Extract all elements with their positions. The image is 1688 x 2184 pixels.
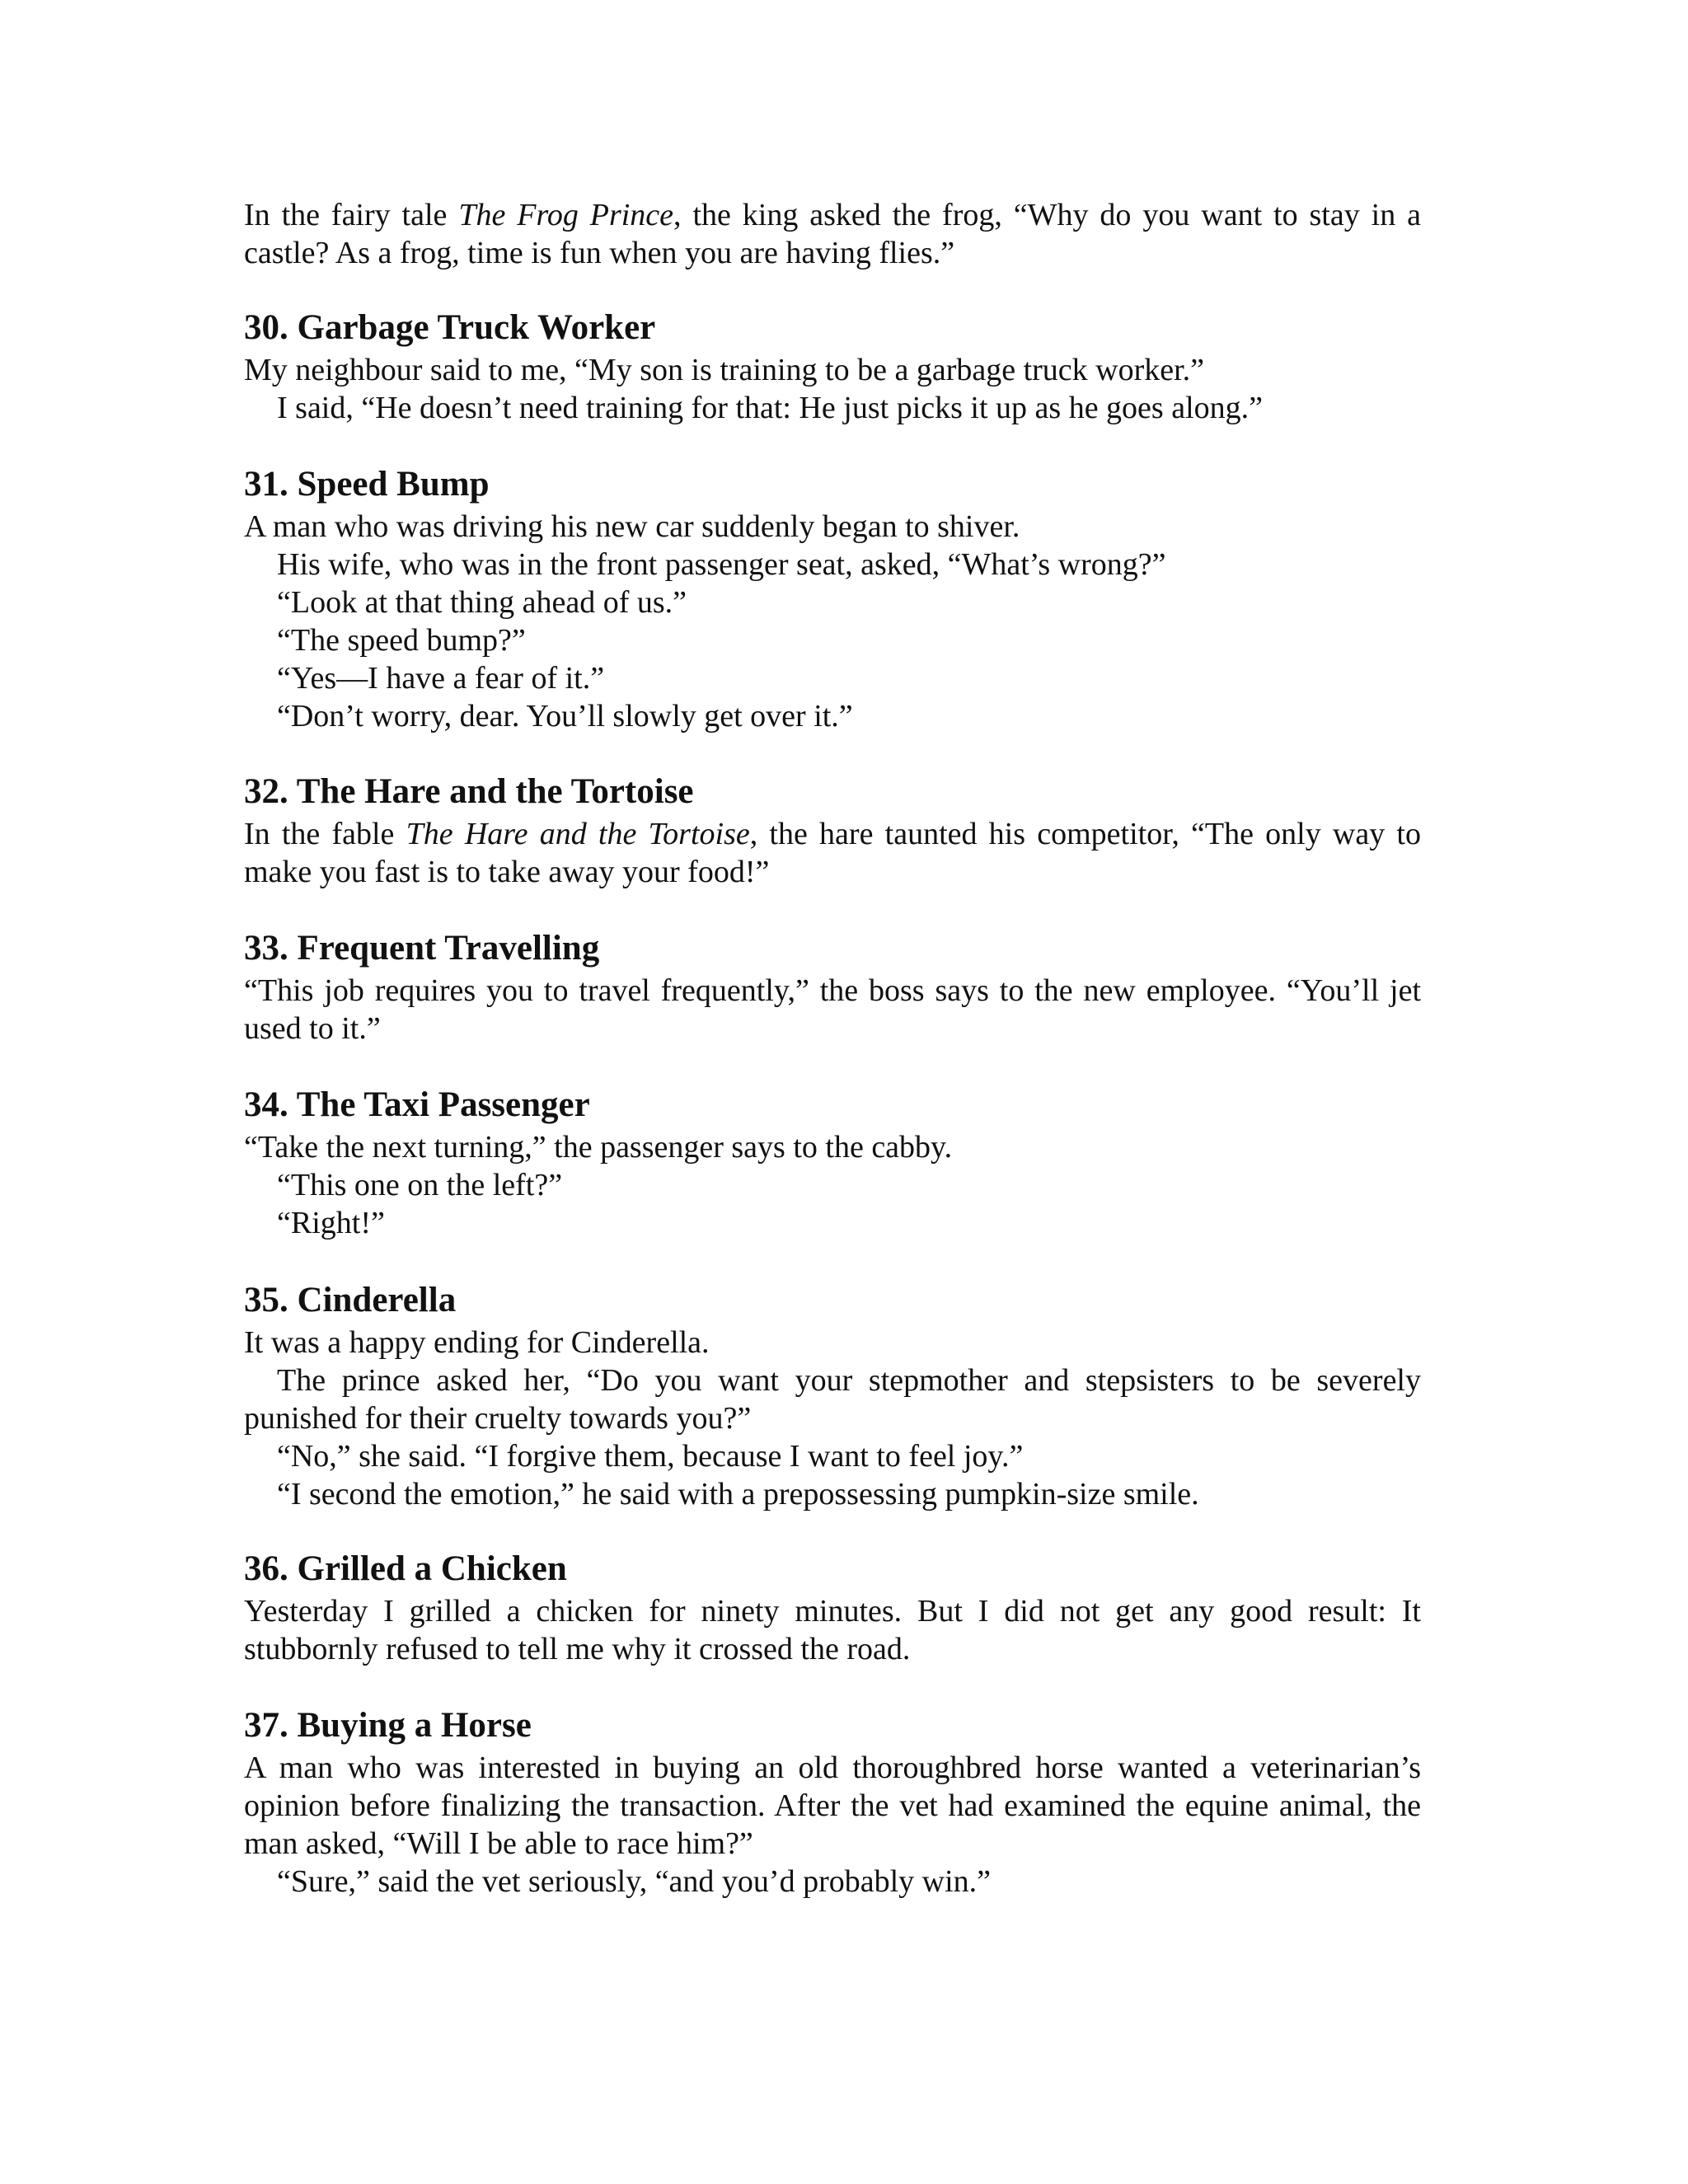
joke-section-34 (244, 1084, 1421, 1242)
section-heading: 33. Frequent Travelling (244, 929, 600, 968)
paragraph: “The speed bump?” (277, 623, 526, 658)
paragraph (244, 815, 1421, 891)
intro-text-after: , the king asked the frog, “Why do you want to stay in a castle? As a frog, time is fun when you are having flies.” (244, 198, 1421, 270)
paragraph: The prince asked her, “Do you want your stepmother and stepsisters to be severely punished for their cruelty towards you?” (244, 1363, 1421, 1436)
paragraph: “Sure,” said the vet seriously, “and you’d probably win.” (277, 1864, 992, 1899)
paragraph: “This job requires you to travel frequently,” the boss says to the new employee. “You’ll jet used to it.” (244, 973, 1421, 1046)
paragraph: “Right!” (277, 1206, 385, 1240)
paragraph: Yesterday I grilled a chicken for ninety minutes. But I did not get any good result: It stubbornly refused to tell me why it crossed the road. (244, 1594, 1421, 1666)
section-heading: 30. Garbage Truck Worker (244, 308, 656, 347)
section-heading: 31. Speed Bump (244, 465, 490, 504)
paragraph: “I second the emotion,” he said with a prepossessing pumpkin-size smile. (277, 1477, 1199, 1511)
paragraph: “Take the next turning,” the passenger says to the cabby. (244, 1130, 953, 1165)
intro-paragraph (244, 196, 1421, 272)
paragraph: I said, “He doesn’t need training for that: He just picks it up as he goes along.” (277, 391, 1263, 425)
paragraph: “No,” she said. “I forgive them, because I want to feel joy.” (277, 1439, 1024, 1474)
joke-section-30 (244, 307, 1421, 427)
paragraph: It was a happy ending for Cinderella. (244, 1325, 710, 1360)
paragraph: A man who was interested in buying an old thoroughbred horse wanted a veterinarian’s opinion before finalizing the transaction. After the vet had examined the equine animal, the man asked, “Will I be able to race him?” (244, 1750, 1421, 1861)
paragraph: “Look at that thing ahead of us.” (277, 585, 687, 620)
intro-paragraph-block (244, 196, 1421, 272)
joke-section-35 (244, 1279, 1421, 1513)
intro-title-italic: The Frog Prince (458, 198, 674, 232)
paragraph: His wife, who was in the front passenger seat, asked, “What’s wrong?” (277, 547, 1166, 582)
joke-section-33 (244, 927, 1421, 1047)
section-heading: 32. The Hare and the Tortoise (244, 772, 694, 811)
section-heading: 35. Cinderella (244, 1281, 457, 1319)
joke-section-32 (244, 771, 1421, 891)
paragraph: My neighbour said to me, “My son is training to be a garbage truck worker.” (244, 353, 1205, 387)
text-before: In the fable (244, 817, 406, 851)
text-after: , the hare taunted his competitor, “The only way to make you fast is to take away your food!” (244, 817, 1421, 889)
intro-text-before: In the fairy tale (244, 198, 459, 232)
section-heading: 37. Buying a Horse (244, 1706, 532, 1745)
section-heading: 34. The Taxi Passenger (244, 1085, 590, 1124)
section-heading: 36. Grilled a Chicken (244, 1549, 567, 1588)
joke-section-31 (244, 463, 1421, 735)
paragraph: A man who was driving his new car suddenly began to shiver. (244, 509, 1020, 544)
paragraph: “Don’t worry, dear. You’ll slowly get over it.” (277, 699, 853, 733)
joke-section-36 (244, 1548, 1421, 1668)
paragraph: “Yes—I have a fear of it.” (277, 661, 605, 696)
paragraph: “This one on the left?” (277, 1168, 563, 1202)
fable-title-italic: The Hare and the Tortoise (406, 817, 750, 851)
joke-section-37 (244, 1704, 1421, 1900)
